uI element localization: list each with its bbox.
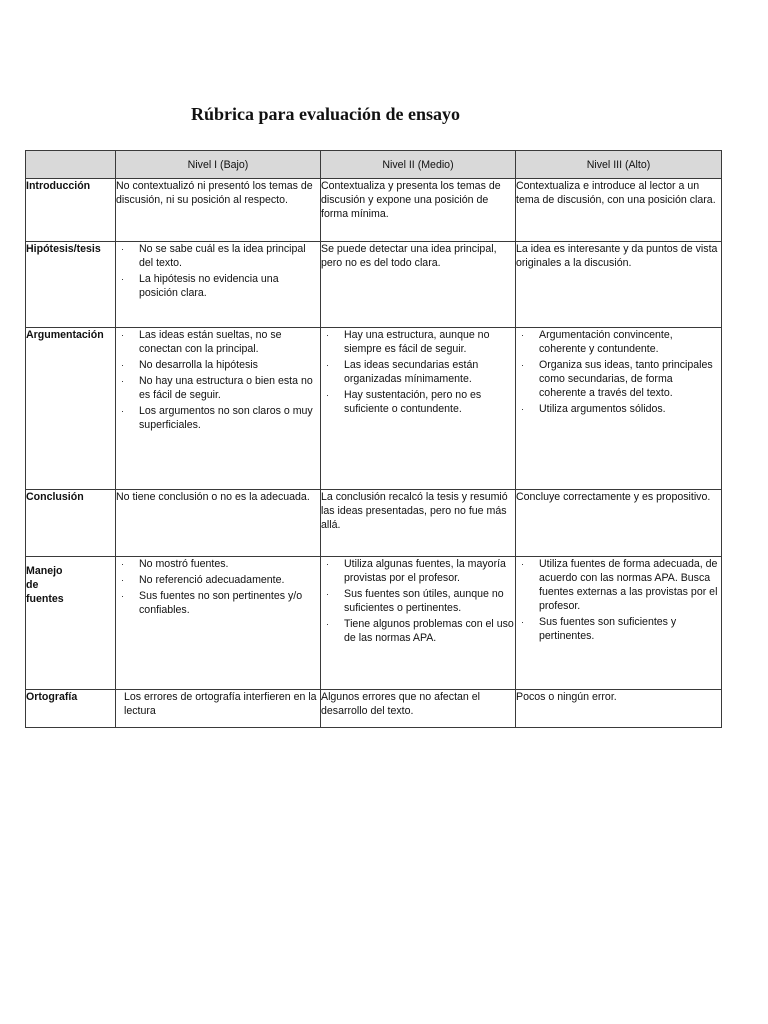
level-3-cell: [516, 690, 722, 728]
level-2-cell: [321, 490, 516, 557]
criterion-label: Ortografía: [26, 690, 116, 728]
bullet-text: Utiliza algunas fuentes, la mayoría provistas por el profesor.: [344, 558, 506, 584]
level-2-cell: [321, 328, 516, 490]
bullet-item: [116, 557, 320, 571]
rubric-row-manejo-de-fuentes: [26, 557, 722, 690]
rubric-row-ortografia: [26, 690, 722, 728]
bullet-item: [116, 358, 320, 372]
level-1-cell: [116, 328, 321, 490]
criterion-label: Hipótesis/tesis: [26, 242, 116, 328]
bullet-dot-icon: ·: [521, 360, 524, 370]
level-2-cell: [321, 242, 516, 328]
bullet-text: No referenció adecuadamente.: [139, 574, 285, 586]
bullet-text: Hay sustentación, pero no es suficiente o contundente.: [344, 389, 482, 415]
cell-text: Contextualiza y presenta los temas de discusión y expone una posición de forma mínima.: [321, 180, 501, 220]
bullet-dot-icon: ·: [521, 404, 524, 414]
bullet-dot-icon: ·: [121, 274, 124, 284]
bullet-item: [116, 573, 320, 587]
bullet-dot-icon: ·: [326, 330, 329, 340]
bullet-text: Los argumentos no son claros o muy superficiales.: [139, 405, 313, 431]
bullet-dot-icon: ·: [326, 619, 329, 629]
bullet-list: [321, 557, 515, 645]
rubric-body: [26, 179, 722, 728]
bullet-dot-icon: ·: [521, 617, 524, 627]
bullet-text: Organiza sus ideas, tanto principales como secundarias, de forma coherente a través del texto.: [539, 359, 713, 399]
bullet-item: [321, 587, 515, 615]
bullet-text: Las ideas secundarias están organizadas mínimamente.: [344, 359, 479, 385]
rubric-row-argumentacion: [26, 328, 722, 490]
bullet-dot-icon: ·: [326, 559, 329, 569]
level-3-cell: [516, 557, 722, 690]
bullet-dot-icon: ·: [121, 330, 124, 340]
rubric-row-conclusion: [26, 490, 722, 557]
bullet-text: Sus fuentes no son pertinentes y/o confiables.: [139, 590, 303, 616]
cell-text: Se puede detectar una idea principal, pero no es del todo clara.: [321, 243, 497, 269]
bullet-dot-icon: ·: [326, 589, 329, 599]
bullet-text: La hipótesis no evidencia una posición clara.: [139, 273, 279, 299]
level-1-cell: [116, 179, 321, 242]
cell-text: No tiene conclusión o no es la adecuada.: [116, 491, 310, 503]
bullet-list: [516, 328, 721, 416]
bullet-item: [116, 242, 320, 270]
bullet-dot-icon: ·: [121, 559, 124, 569]
bullet-item: [116, 272, 320, 300]
bullet-item: [516, 615, 721, 643]
bullet-item: [116, 328, 320, 356]
cell-text: La conclusión recalcó la tesis y resumió las ideas presentadas, pero no fue más allá.: [321, 491, 508, 531]
cell-text: Los errores de ortografía interfieren en la lectura: [124, 691, 317, 717]
bullet-item: [321, 617, 515, 645]
bullet-dot-icon: ·: [121, 575, 124, 585]
bullet-item: [321, 557, 515, 585]
bullet-text: Las ideas están sueltas, no se conectan con la principal.: [139, 329, 282, 355]
bullet-dot-icon: ·: [521, 559, 524, 569]
level-3-cell: [516, 242, 722, 328]
bullet-text: Tiene algunos problemas con el uso de las normas APA.: [344, 618, 514, 644]
bullet-item: [321, 388, 515, 416]
bullet-list: [116, 328, 320, 432]
bullet-list: [516, 557, 721, 643]
bullet-text: Argumentación convincente, coherente y contundente.: [539, 329, 673, 355]
bullet-item: [516, 328, 721, 356]
header-row: [26, 151, 722, 179]
level-3-cell: [516, 490, 722, 557]
rubric-table: [25, 150, 722, 728]
cell-text: Contextualiza e introduce al lector a un tema de discusión, con una posición clara.: [516, 180, 716, 206]
rubric-row-hipotesis-tesis: [26, 242, 722, 328]
cell-text: Pocos o ningún error.: [516, 691, 617, 703]
document-title: Rúbrica para evaluación de ensayo: [191, 104, 461, 124]
bullet-text: No se sabe cuál es la idea principal del texto.: [139, 243, 306, 269]
bullet-item: [516, 557, 721, 613]
rubric-row-introduccion: [26, 179, 722, 242]
level-2-cell: [321, 179, 516, 242]
bullet-dot-icon: ·: [521, 330, 524, 340]
header-level-3: Nivel III (Alto): [516, 151, 722, 179]
level-1-cell: [116, 690, 321, 728]
level-3-cell: [516, 179, 722, 242]
level-2-cell: [321, 557, 516, 690]
bullet-item: [116, 374, 320, 402]
cell-text: La idea es interesante y da puntos de vista originales a la discusión.: [516, 243, 718, 269]
bullet-item: [116, 589, 320, 617]
bullet-dot-icon: ·: [121, 244, 124, 254]
bullet-text: Sus fuentes son útiles, aunque no suficientes o pertinentes.: [344, 588, 504, 614]
bullet-text: Sus fuentes son suficientes y pertinentes.: [539, 616, 677, 642]
cell-text: Algunos errores que no afectan el desarrollo del texto.: [321, 691, 481, 717]
header-corner: [26, 151, 116, 179]
criterion-label: Manejo de fuentes: [26, 557, 116, 690]
bullet-item: [321, 358, 515, 386]
criterion-label: Conclusión: [26, 490, 116, 557]
bullet-list: [116, 242, 320, 300]
bullet-item: [516, 402, 721, 416]
bullet-item: [116, 404, 320, 432]
bullet-dot-icon: ·: [121, 360, 124, 370]
bullet-text: No desarrolla la hipótesis: [139, 359, 258, 371]
bullet-dot-icon: ·: [121, 591, 124, 601]
bullet-text: No mostró fuentes.: [139, 558, 229, 570]
level-1-cell: [116, 490, 321, 557]
cell-text: Concluye correctamente y es propositivo.: [516, 491, 711, 503]
bullet-dot-icon: ·: [121, 376, 124, 386]
bullet-dot-icon: ·: [326, 390, 329, 400]
bullet-text: Utiliza fuentes de forma adecuada, de acuerdo con las normas APA. Busca fuentes externas a las provistas por el profesor.: [539, 558, 718, 612]
bullet-dot-icon: ·: [121, 406, 124, 416]
criterion-label: Introducción: [26, 179, 116, 242]
bullet-text: No hay una estructura o bien esta no es fácil de seguir.: [139, 375, 313, 401]
criterion-label: Argumentación: [26, 328, 116, 490]
level-2-cell: [321, 690, 516, 728]
bullet-list: [116, 557, 320, 617]
bullet-dot-icon: ·: [326, 360, 329, 370]
bullet-list: [321, 328, 515, 416]
level-1-cell: [116, 557, 321, 690]
level-3-cell: [516, 328, 722, 490]
header-level-1: Nivel I (Bajo): [116, 151, 321, 179]
header-level-2: Nivel II (Medio): [321, 151, 516, 179]
bullet-item: [321, 328, 515, 356]
bullet-text: Utiliza argumentos sólidos.: [539, 403, 666, 415]
cell-text: No contextualizó ni presentó los temas de discusión, ni su posición al respecto.: [116, 180, 313, 206]
level-1-cell: [116, 242, 321, 328]
bullet-text: Hay una estructura, aunque no siempre es fácil de seguir.: [344, 329, 490, 355]
bullet-item: [516, 358, 721, 400]
